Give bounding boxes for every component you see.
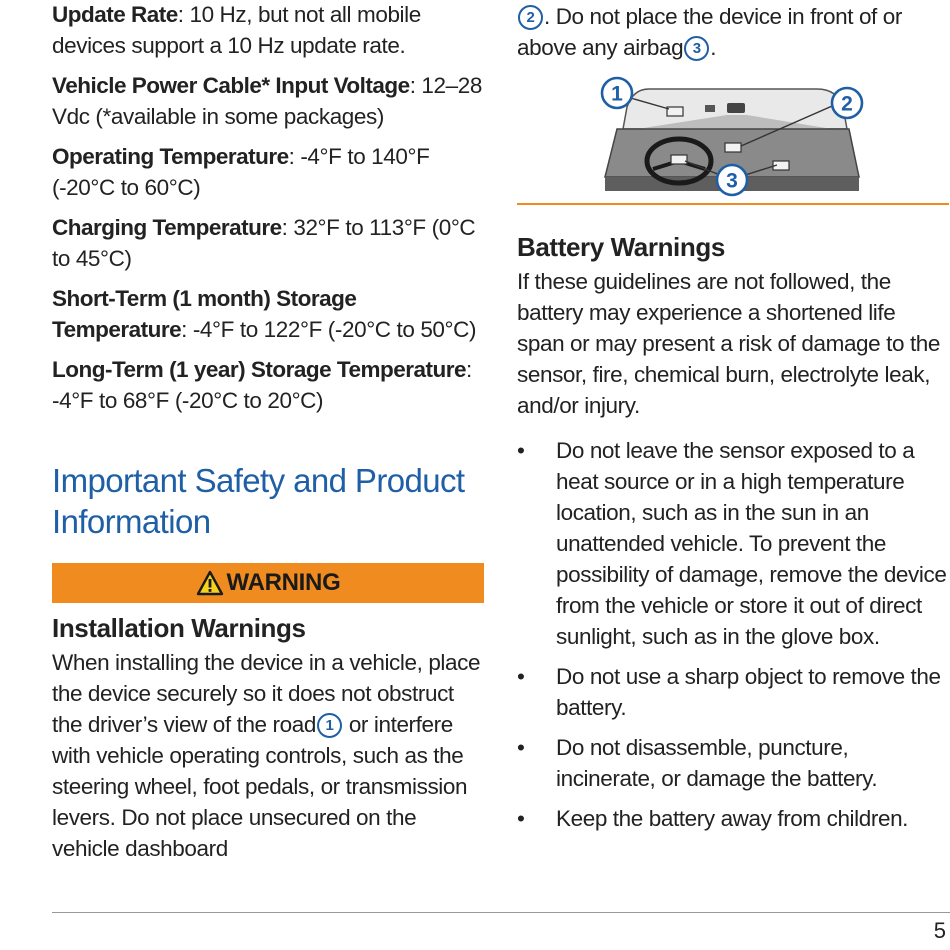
battery-bullet-list: [517, 435, 947, 834]
list-item: • Do not use a sharp object to remove the battery.: [517, 661, 947, 723]
callout-3-icon: 3: [684, 36, 709, 61]
svg-text:3: 3: [726, 169, 738, 193]
spec-input-voltage: Vehicle Power Cable* Input Voltage: 12–28 Vdc (*available in some packages): [52, 73, 482, 129]
spec-long-term-storage: Long-Term (1 year) Storage Temperature: -4°F to 68°F (-20°C to 20°C): [52, 357, 472, 413]
list-item: • Do not leave the sensor exposed to a heat source or in a high temperature location, such as in the sun in an unattended vehicle. To prevent the possibility of damage, remove the device from the vehicle or store it out of direct sunlight, such as in the glove box.: [517, 435, 947, 652]
list-item: • Keep the battery away from children.: [517, 803, 947, 834]
section-title: Important Safety and Product Information: [52, 462, 465, 540]
list-item: • Do not disassemble, puncture, incinerate, or damage the battery.: [517, 732, 947, 794]
svg-text:2: 2: [841, 92, 853, 116]
dashboard-illustration: [597, 73, 867, 198]
callout-2-icon: 2: [518, 5, 543, 30]
figure-callout-3: [717, 165, 747, 195]
spec-short-term-storage: Short-Term (1 month) Storage Temperature: -4°F to 122°F (-20°C to 50°C): [52, 286, 477, 342]
airbag-text: 2 . Do not place the device in front of or above any airbag 3 .: [517, 4, 902, 60]
footer-rule: [52, 912, 950, 913]
warning-triangle-icon: [196, 570, 224, 596]
battery-heading: Battery Warnings: [517, 232, 725, 262]
warning-label: WARNING: [226, 569, 341, 596]
installation-heading: Installation Warnings: [52, 613, 306, 643]
left-column: [52, 0, 484, 864]
callout-1-icon: 1: [317, 713, 342, 738]
page-number: 5: [933, 918, 946, 943]
warning-banner: [52, 563, 484, 603]
figure-callout-1: [602, 78, 632, 108]
section-divider: [517, 203, 949, 205]
spec-charging-temperature: Charging Temperature: 32°F to 113°F (0°C to 45°C): [52, 215, 476, 271]
right-column: [517, 0, 947, 843]
dashboard-figure: [597, 73, 867, 198]
spec-operating-temperature: Operating Temperature: -4°F to 140°F (-20°C to 60°C): [52, 144, 430, 200]
spec-update-rate: Update Rate: 10 Hz, but not all mobile devices support a 10 Hz update rate.: [52, 2, 421, 58]
svg-text:1: 1: [611, 82, 623, 106]
installation-text: When installing the device in a vehicle, place the device securely so it does not obstruct the driver’s view of the road 1 or interfere with vehicle operating controls, such as the steering wheel, foot pedals, or transmission levers. Do not place unsecured on the vehicle dashboard: [52, 650, 481, 861]
figure-callout-2: [832, 88, 862, 118]
battery-intro: If these guidelines are not followed, the battery may experience a shortened life span or may present a risk of damage to the sensor, fire, chemical burn, electrolyte leak, and/or injury.: [517, 269, 941, 418]
